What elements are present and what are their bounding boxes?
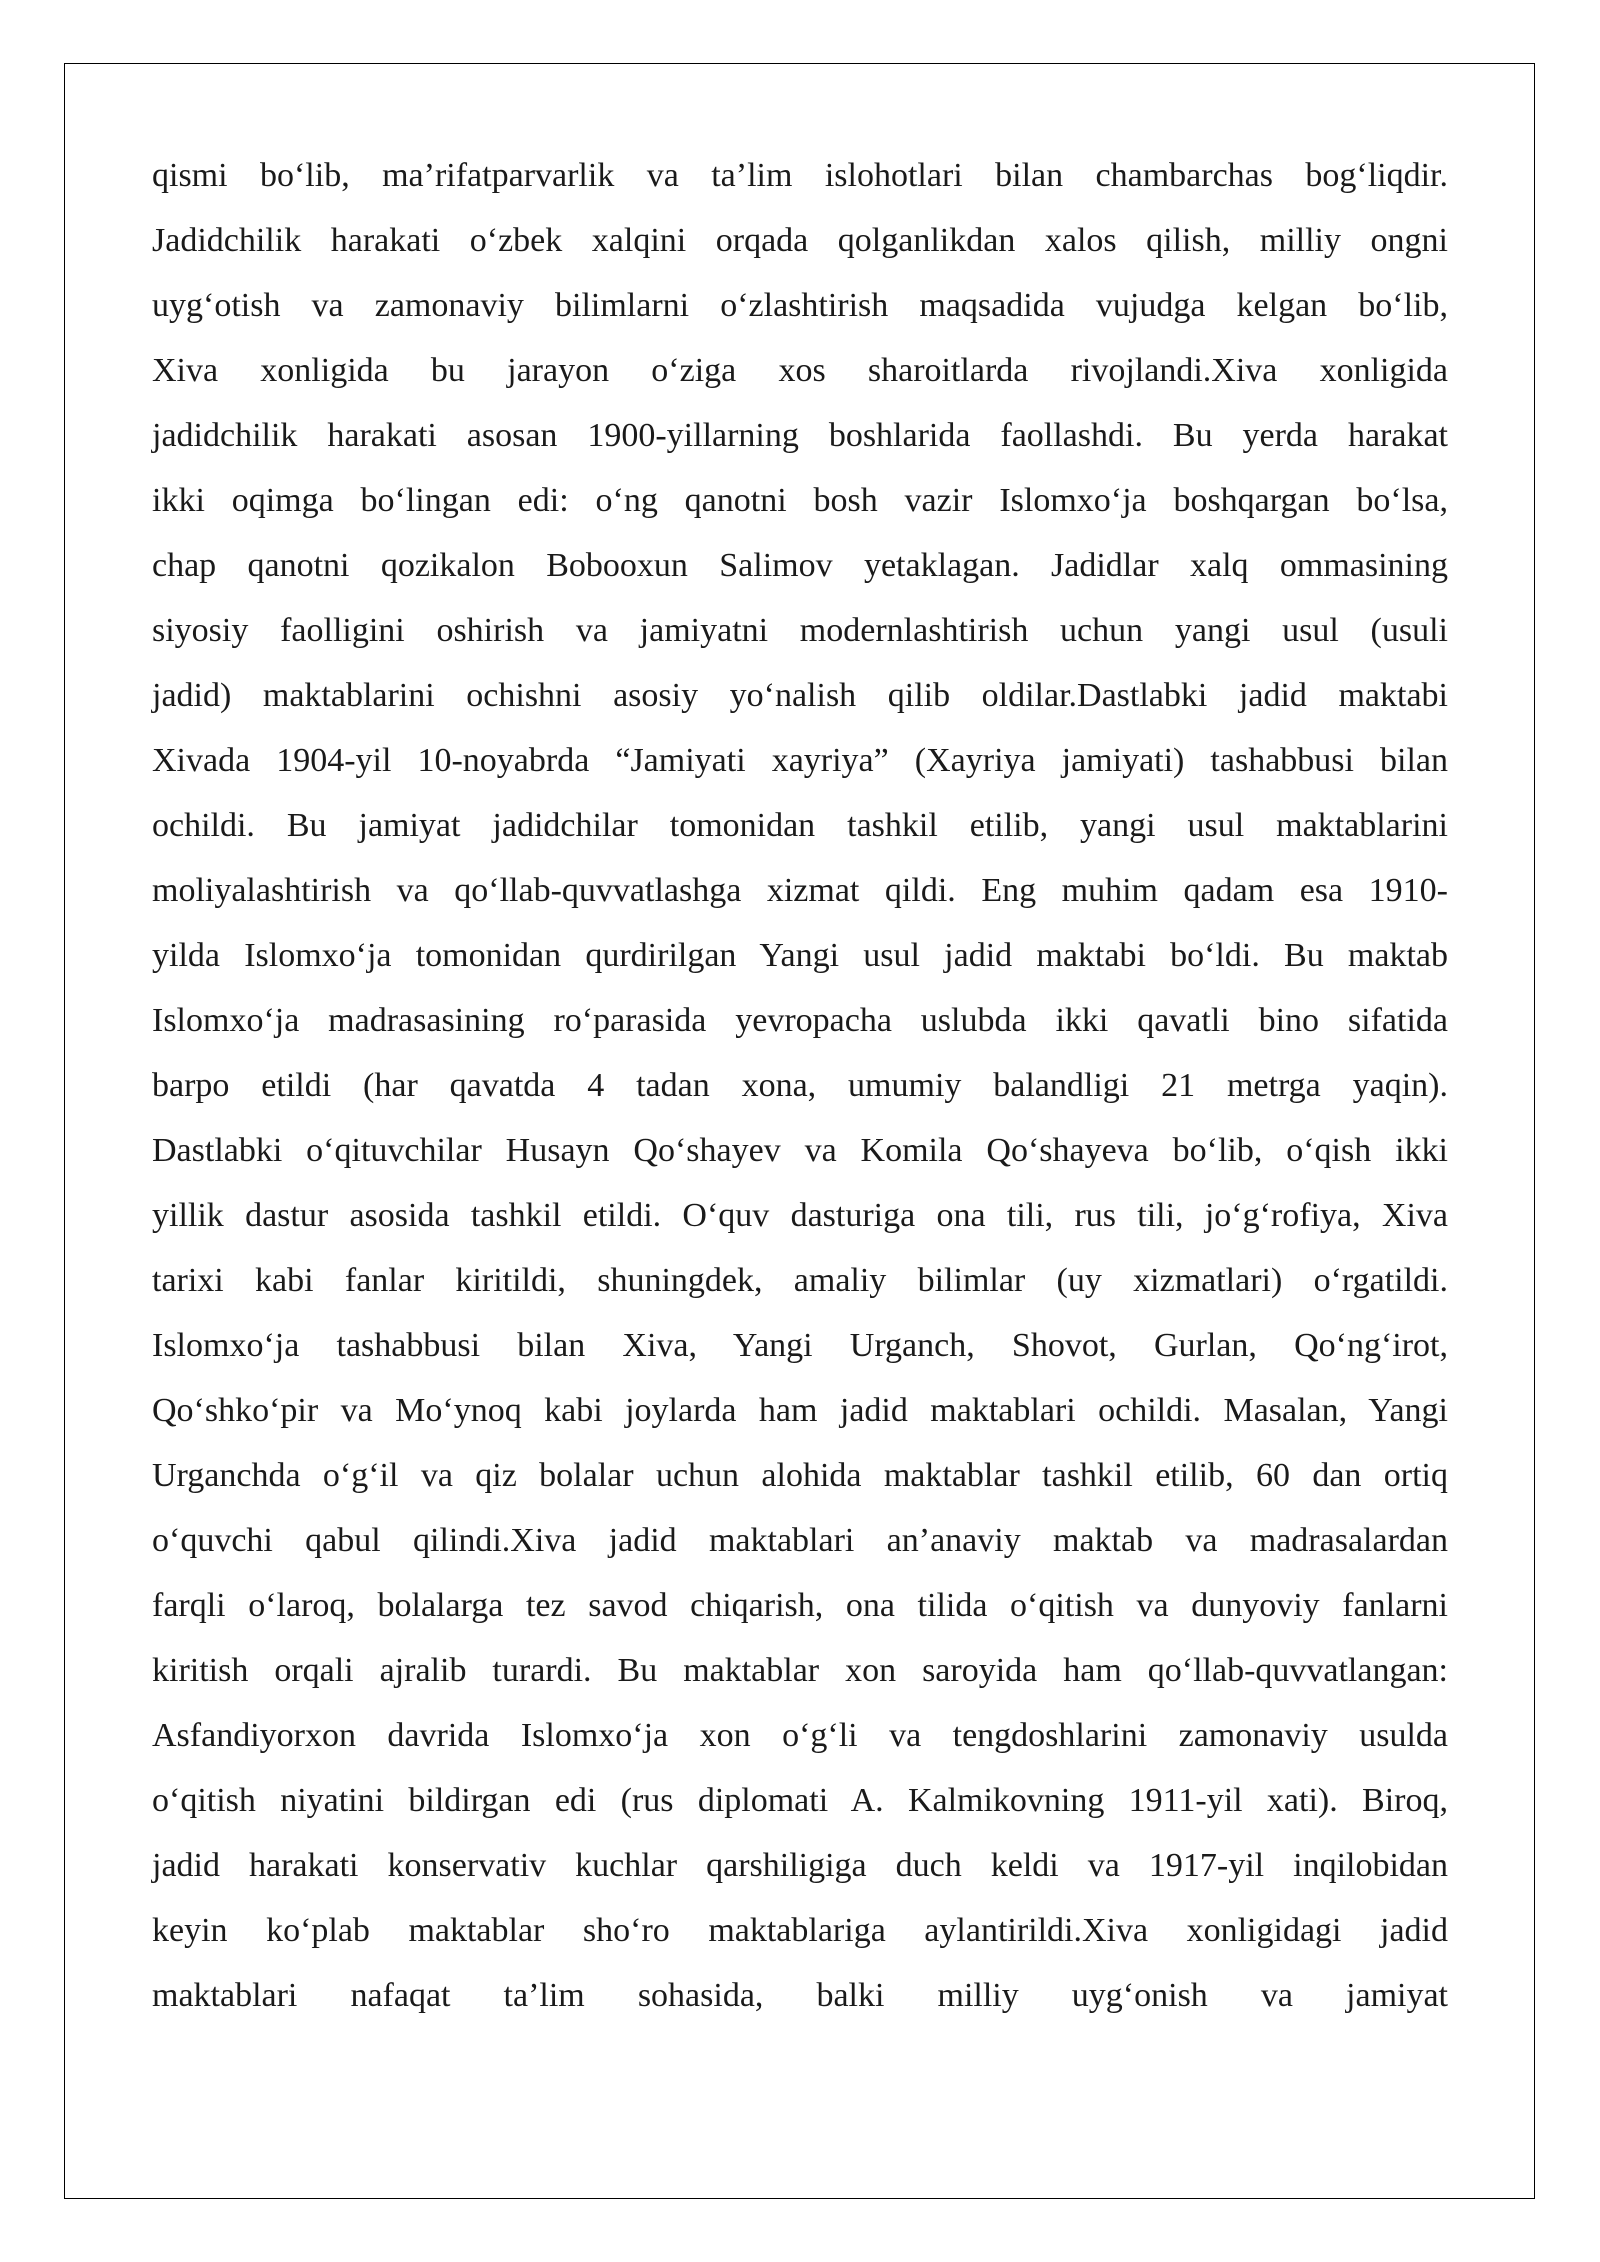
text-line: siyosiy faolligini oshirish va jamiyatni modernlashtirish uchun yangi usul (usuli [152,612,1448,649]
text-line: barpo etildi (har qavatda 4 tadan xona, umumiy balandligi 21 metrga yaqin). [152,1067,1448,1104]
text-line: Asfandiyorxon davrida Islomxo‘ja xon o‘g‘li va tengdoshlarini zamonaviy usulda [152,1717,1448,1754]
text-line: yillik dastur asosida tashkil etildi. O‘quv dasturiga ona tili, rus tili, jo‘g‘rofiya, Xiva [152,1197,1448,1234]
text-line: Dastlabki o‘qituvchilar Husayn Qo‘shayev va Komila Qo‘shayeva bo‘lib, o‘qish ikki [152,1132,1448,1169]
text-line: kiritish orqali ajralib turardi. Bu maktablar xon saroyida ham qo‘llab-quvvatlangan: [152,1652,1448,1689]
text-line: jadid harakati konservativ kuchlar qarshiligiga duch keldi va 1917-yil inqilobidan [152,1847,1448,1884]
text-line: Islomxo‘ja madrasasining ro‘parasida yevropacha uslubda ikki qavatli bino sifatida [152,1002,1448,1039]
text-line: jadidchilik harakati asosan 1900-yillarning boshlarida faollashdi. Bu yerda harakat [152,417,1448,454]
body-paragraph [152,143,1448,2028]
text-line: yilda Islomxo‘ja tomonidan qurdirilgan Yangi usul jadid maktabi bo‘ldi. Bu maktab [152,937,1448,974]
text-line: o‘qitish niyatini bildirgan edi (rus diplomati A. Kalmikovning 1911-yil xati). Biroq, [152,1782,1448,1819]
text-line: chap qanotni qozikalon Bobooxun Salimov yetaklagan. Jadidlar xalq ommasining [152,547,1448,584]
text-line: qismi bo‘lib, ma’rifatparvarlik va ta’lim islohotlari bilan chambarchas bog‘liqdir. [152,157,1448,194]
text-line: jadid) maktablarini ochishni asosiy yo‘nalish qilib oldilar.Dastlabki jadid maktabi [152,677,1448,714]
text-line: maktablari nafaqat ta’lim sohasida, balki milliy uyg‘onish va jamiyat [152,1977,1448,2014]
text-line: keyin ko‘plab maktablar sho‘ro maktablariga aylantirildi.Xiva xonligidagi jadid [152,1912,1448,1949]
text-line: Xiva xonligida bu jarayon o‘ziga xos sharoitlarda rivojlandi.Xiva xonligida [152,352,1448,389]
text-line: tarixi kabi fanlar kiritildi, shuningdek, amaliy bilimlar (uy xizmatlari) o‘rgatildi. [152,1262,1448,1299]
text-line: ochildi. Bu jamiyat jadidchilar tomonidan tashkil etilib, yangi usul maktablarini [152,807,1448,844]
text-line: o‘quvchi qabul qilindi.Xiva jadid maktablari an’anaviy maktab va madrasalardan [152,1522,1448,1559]
text-line: Jadidchilik harakati o‘zbek xalqini orqada qolganlikdan xalos qilish, milliy ongni [152,222,1448,259]
text-line: Islomxo‘ja tashabbusi bilan Xiva, Yangi Urganch, Shovot, Gurlan, Qo‘ng‘irot, [152,1327,1448,1364]
text-line: moliyalashtirish va qo‘llab-quvvatlashga xizmat qildi. Eng muhim qadam esa 1910- [152,872,1448,909]
text-line: Xivada 1904-yil 10-noyabrda “Jamiyati xayriya” (Xayriya jamiyati) tashabbusi bilan [152,742,1448,779]
text-line: farqli o‘laroq, bolalarga tez savod chiqarish, ona tilida o‘qitish va dunyoviy fanlarni [152,1587,1448,1624]
text-line: Qo‘shko‘pir va Mo‘ynoq kabi joylarda ham jadid maktablari ochildi. Masalan, Yangi [152,1392,1448,1429]
text-line: uyg‘otish va zamonaviy bilimlarni o‘zlashtirish maqsadida vujudga kelgan bo‘lib, [152,287,1448,324]
text-line: ikki oqimga bo‘lingan edi: o‘ng qanotni bosh vazir Islomxo‘ja boshqargan bo‘lsa, [152,482,1448,519]
text-line: Urganchda o‘g‘il va qiz bolalar uchun alohida maktablar tashkil etilib, 60 dan ortiq [152,1457,1448,1494]
